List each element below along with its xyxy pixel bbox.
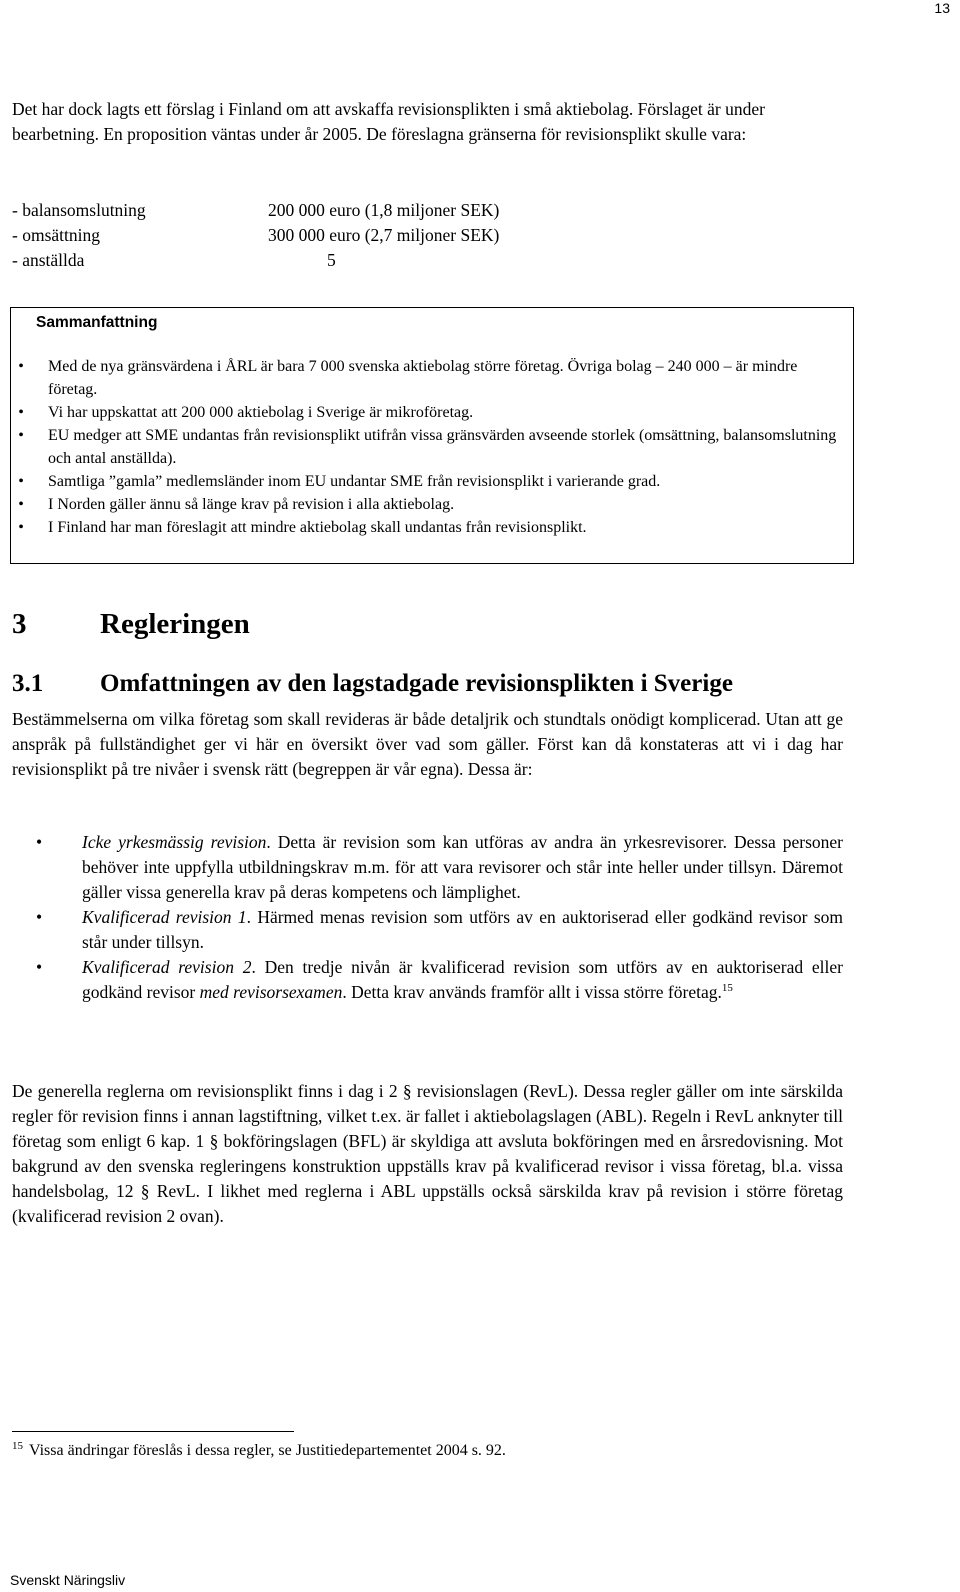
summary-item [12,424,850,470]
revision-level-term: Kvalificerad revision 1 [82,907,247,927]
summary-item [12,516,850,539]
summary-heading: Sammanfattning [36,314,158,331]
section-number: 3.1 [12,670,44,697]
summary-item-text: EU medger att SME undantas från revisionsplikt utifrån vissa gränsvärden avseende storlek (omsättning, balansomslutning och antal anställda). [48,427,837,467]
bullet-icon: • [36,957,43,977]
summary-item-text: I Finland har man föreslagit att mindre aktiebolag skall undantas från revisionsplikt. [48,519,587,536]
summary-list [12,355,850,539]
footnote [12,1438,506,1463]
revision-level-text: . Härmed menas revision som utförs av en auktoriserad eller godkänd revisor som står under tillsyn. [82,907,843,952]
summary-item [12,401,850,424]
revision-level-item [12,905,843,955]
revision-level-emphasis: med revisorsexamen [199,982,343,1002]
revision-level-term: Kvalificerad revision 2 [82,957,252,977]
footnote-reference[interactable]: 15 [721,982,733,995]
page-number: 13 [934,0,950,16]
footnote-number: 15 [12,1439,23,1452]
bullet-icon: • [18,496,24,513]
revision-level-term: Icke yrkesmässig revision [82,832,267,852]
threshold-label: - omsättning [12,225,100,245]
revision-levels-list [12,830,843,1005]
summary-item-text: Med de nya gränsvärdena i ÅRL är bara 7 000 svenska aktiebolag större företag. Övriga bolag – 240 000 – är mindre företag. [48,358,798,398]
revision-level-item [12,830,843,905]
chapter-heading [12,608,250,641]
bullet-icon: • [18,358,24,375]
summary-item [12,493,850,516]
section-heading [12,670,733,698]
revision-level-item [12,955,843,1005]
summary-item [12,355,850,401]
threshold-label: - balansomslutning [12,200,146,220]
bullet-icon: • [18,519,24,536]
summary-item-text: I Norden gäller ännu så länge krav på revision i alla aktiebolag. [48,496,455,513]
intro-paragraph: Det har dock lagts ett förslag i Finland om att avskaffa revisionsplikten i små aktiebolag. Förslaget är under bearbetning. En proposition väntas under år 2005. De föreslagna gränserna för revisionsplikt skulle vara: [12,99,765,144]
threshold-value: 300 000 euro (2,7 miljoner SEK) [268,225,500,245]
body-paragraph: De generella reglerna om revisionsplikt finns i dag i 2 § revisionslagen (RevL). Dessa regler gäller om inte särskilda regler för revision finns i annan lagstiftning, vilket t.ex. är fallet i aktiebolagslagen (ABL). Regeln i RevL anknyter till företag som enligt 6 kap. 1 § bokföringslagen (BFL) är skyldiga att avsluta bokföringen med en årsredovisning. Mot bakgrund av den svenska regleringens konstruktion uppställs krav på kvalificerad revisor i vissa företag, bl.a. vissa handelsbolag, 12 § RevL. I likhet med reglerna i ABL uppställs också särskilda krav på revision i större företag (kvalificerad revision 2 ovan). [12,1081,843,1226]
summary-item-text: Vi har uppskattat att 200 000 aktiebolag i Sverige är mikroföretag. [48,404,474,421]
body-paragraph: Bestämmelserna om vilka företag som skall revideras är både detaljrik och stundtals onödigt komplicerad. Utan att ge anspråk på fullständighet ger vi här en översikt över vad som gäller. Först kan då konstateras att vi i dag har revisionsplikt på tre nivåer i svensk rätt (begreppen är vår egna). Dessa är: [12,709,843,779]
summary-item-text: Samtliga ”gamla” medlemsländer inom EU undantar SME från revisionsplikt i varierande grad. [48,473,661,490]
threshold-value: 200 000 euro (1,8 miljoner SEK) [268,200,500,220]
threshold-value: 5 [327,250,336,270]
bullet-icon: • [36,907,43,927]
footer-organization: Svenskt Näringsliv [10,1572,126,1588]
section-title: Omfattningen av den lagstadgade revisionsplikten i Sverige [100,670,733,697]
chapter-number: 3 [12,608,27,640]
summary-item [12,470,850,493]
revision-level-text: . Den tredje nivån är kvalificerad revision som utförs av en auktoriserad eller godkänd revisor [82,957,843,1002]
bullet-icon: • [36,832,43,852]
revision-level-text: . Detta krav används framför allt i vissa större företag. [342,982,722,1002]
bullet-icon: • [18,404,24,421]
threshold-label: - anställda [12,250,85,270]
revision-level-text: . Detta är revision som kan utföras av andra än yrkesrevisorer. Dessa personer behöver inte uppfylla utbildningskrav m.m. för att vara revisorer och står inte heller under tillsyn. Däremot gäller vissa generella krav på deras kompetens och lämplighet. [82,832,843,902]
bullet-icon: • [18,473,24,490]
bullet-icon: • [18,427,24,444]
footnote-text: Vissa ändringar föreslås i dessa regler, se Justitiedepartementet 2004 s. 92. [29,1442,506,1459]
footnote-divider [12,1431,294,1432]
chapter-title: Regleringen [100,608,250,640]
